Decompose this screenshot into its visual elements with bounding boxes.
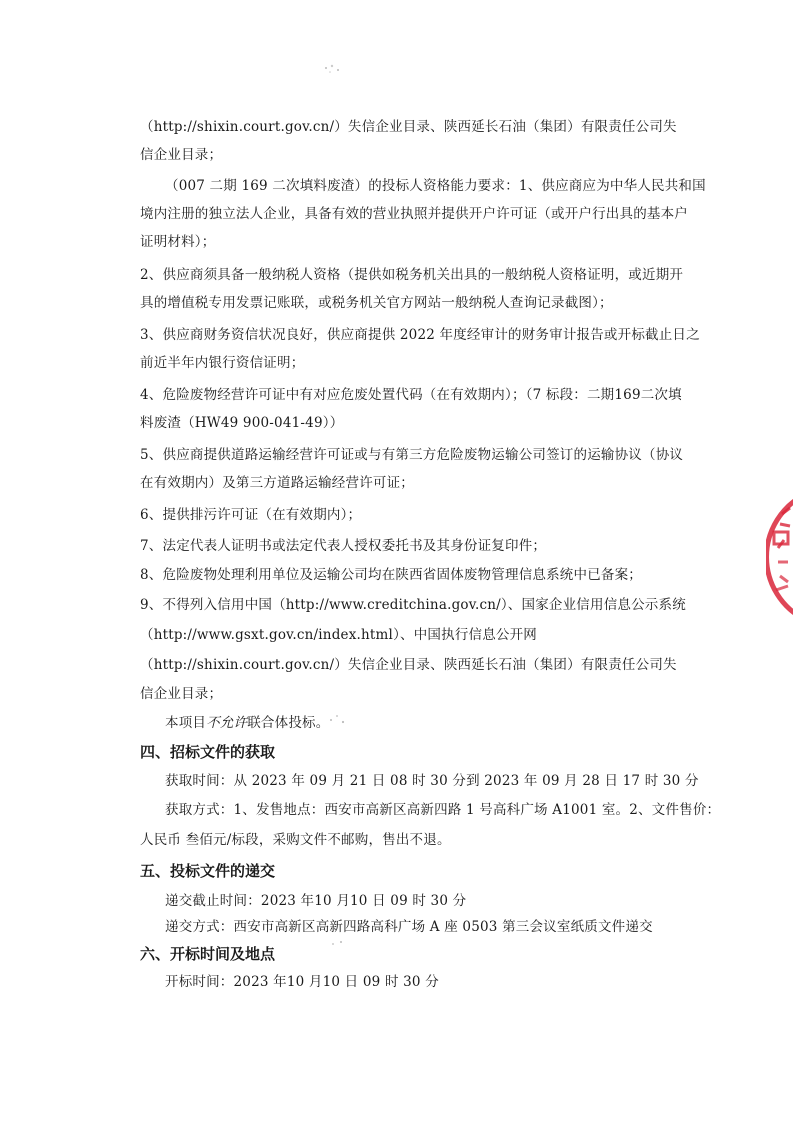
- scan-speck: [325, 710, 351, 730]
- red-seal-stamp: [766, 492, 793, 622]
- text-line: 6、提供排污许可证（在有效期内）；: [140, 507, 362, 523]
- text-line: 8、危险废物处理利用单位及运输公司均在陕西省固体废物管理信息系统中已备案；: [140, 567, 642, 583]
- text-line: （http://shixin.court.gov.cn/）失信企业目录、陕西延长石油（集团）有限责任公司失: [140, 657, 677, 673]
- text-line: 递交方式：西安市高新区高新四路高科广场 A 座 0503 第三会议室纸质文件递交: [165, 919, 653, 935]
- text-line: 信企业目录；: [140, 686, 223, 702]
- scan-speck: [318, 58, 348, 78]
- text-line: 料废渣（HW49 900-041-49））: [140, 415, 344, 431]
- text-line: 3、供应商财务资信状况良好，供应商提供 2022 年度经审计的财务审计报告或开标截止日之: [140, 327, 700, 343]
- text-line: （http://shixin.court.gov.cn/）失信企业目录、陕西延长石油（集团）有限责任公司失: [140, 119, 677, 135]
- text-line: 信企业目录；: [140, 147, 223, 163]
- text-line: 具的增值税专用发票记账联，或税务机关官方网站一般纳税人查询记录截图）；: [140, 295, 613, 311]
- section-heading: 五、投标文件的递交: [140, 862, 276, 880]
- text-line: 7、法定代表人证明书或法定代表人授权委托书及其身份证复印件；: [140, 538, 547, 554]
- text-line: 获取方式：1、发售地点：西安市高新区高新四路 1 号高科广场 A1001 室。2、文件售价：: [165, 802, 721, 818]
- text-line: 开标时间：2023 年10 月10 日 09 时 30 分: [165, 974, 439, 990]
- text-line: 4、危险废物经营许可证中有对应危废处置代码（在有效期内）；（7 标段：二期169二次填: [140, 387, 682, 403]
- scan-speck: [325, 936, 351, 952]
- text-run: 联合体投标。: [247, 715, 330, 731]
- section-heading: 六、开标时间及地点: [140, 945, 276, 963]
- text-run: 本项目: [165, 715, 207, 731]
- text-line: 人民币 叁佰元/标段，采购文件不邮购，售出不退。: [140, 832, 451, 848]
- section-heading: 四、招标文件的获取: [140, 743, 276, 761]
- text-line: 5、供应商提供道路运输经营许可证或与有第三方危险废物运输公司签订的运输协议（协议: [140, 447, 684, 463]
- text-line: 9、不得列入信用中国（http://www.creditchina.gov.cn/）、国家企业信用信息公示系统: [140, 597, 686, 613]
- text-line: [165, 714, 329, 732]
- text-line: （http://www.gsxt.gov.cn/index.html）、中国执行信息公开网: [140, 627, 538, 643]
- text-line: （007 二期 169 二次填料废渣）的投标人资格能力要求：1、供应商应为中华人民共和国: [165, 178, 706, 194]
- text-line: 在有效期内）及第三方道路运输经营许可证；: [140, 475, 414, 491]
- text-line: 2、供应商须具备一般纳税人资格（提供如税务机关出具的一般纳税人资格证明，或近期开: [140, 267, 684, 283]
- text-line: 获取时间：从 2023 年 09 月 21 日 08 时 30 分到 2023 年 09 月 28 日 17 时 30 分: [165, 773, 699, 789]
- text-line: 前近半年内银行资信证明；: [140, 355, 305, 371]
- emphasis-text: 不允许: [206, 715, 248, 731]
- text-line: 证明材料）；: [140, 234, 216, 250]
- text-line: 境内注册的独立法人企业，具备有效的营业执照并提供开户许可证（或开户行出具的基本户: [140, 206, 688, 222]
- text-line: 递交截止时间：2023 年10 月10 日 09 时 30 分: [165, 893, 467, 909]
